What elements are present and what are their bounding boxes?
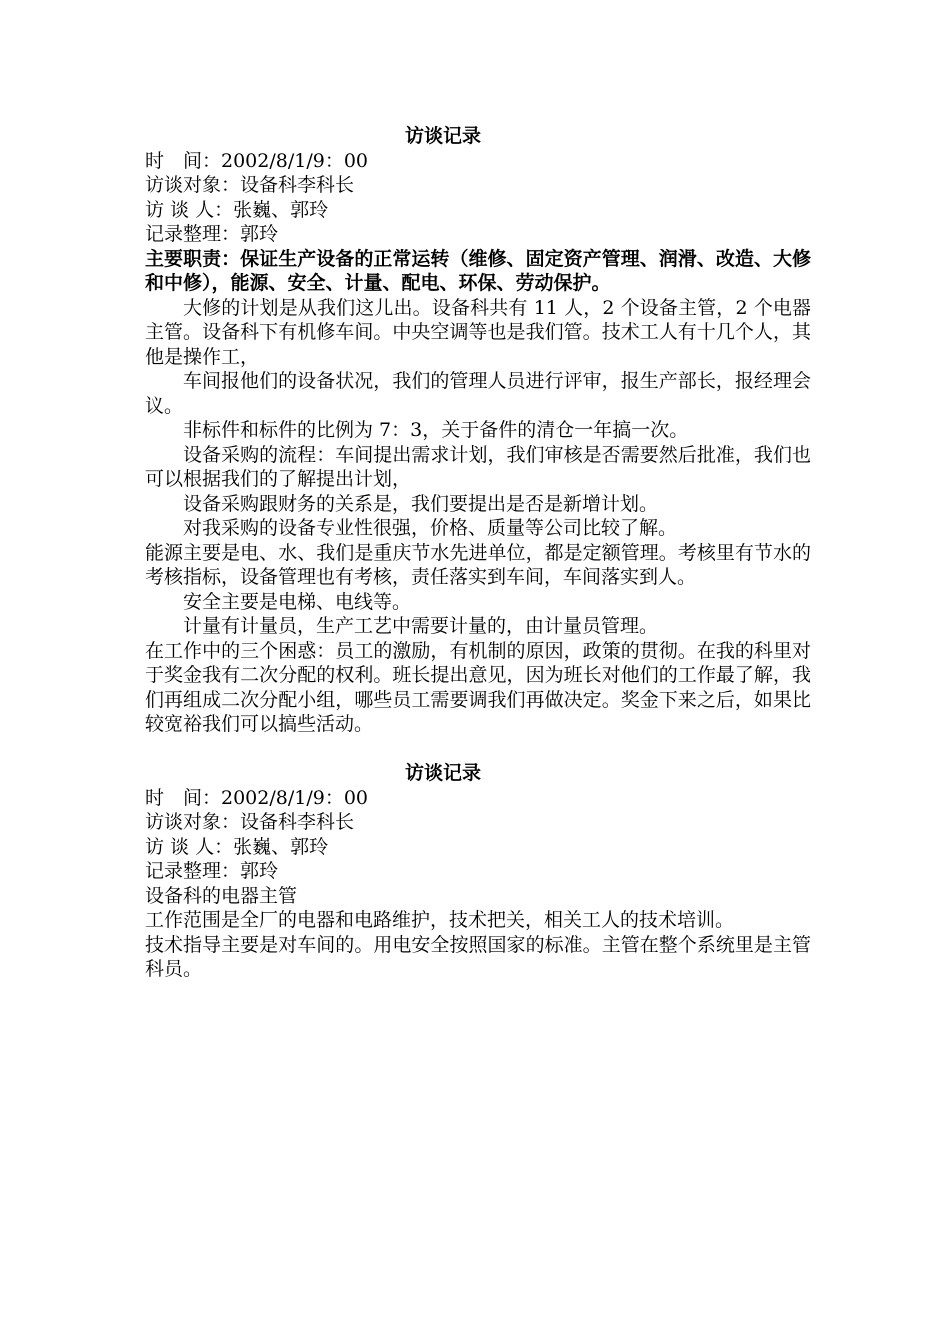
record-1-paragraph: 能源主要是电、水、我们是重庆节水先进单位，都是定额管理。考核里有节水的考核指标，设备管理也有考核，责任落实到车间，车间落实到人。	[145, 541, 811, 588]
record-2-subject: 访谈对象：设备科李科长	[145, 811, 355, 833]
record-2-paragraph: 技术指导主要是对车间的。用电安全按照国家的标准。主管在整个系统里是主管科员。	[145, 933, 811, 980]
record-1-paragraph: 计量有计量员，生产工艺中需要计量的，由计量员管理。	[183, 615, 659, 637]
record-1-time: 时 间：2002/8/1/9：00	[145, 149, 368, 172]
record-1-title: 访谈记录	[404, 125, 481, 147]
record-1-interviewer: 访 谈 人：张巍、郭玲	[145, 198, 329, 221]
record-2-paragraph: 设备科的电器主管	[145, 884, 298, 907]
record-1-paragraph: 对我采购的设备专业性很强，价格、质量等公司比较了解。	[183, 517, 678, 539]
record-2-paragraph: 工作范围是全厂的电器和电路维护，技术把关，相关工人的技术培训。	[145, 909, 735, 931]
section-gap	[145, 737, 811, 762]
record-2-time: 时 间：2002/8/1/9：00	[145, 786, 368, 809]
record-1-subject: 访谈对象：设备科李科长	[145, 174, 355, 196]
record-1-duties: 主要职责：保证生产设备的正常运转（维修、固定资产管理、润滑、改造、大修和中修），能源、安全、计量、配电、环保、劳动保护。	[145, 247, 811, 294]
record-2-interviewer: 访 谈 人：张巍、郭玲	[145, 835, 329, 858]
document-page	[145, 124, 811, 982]
record-1-paragraph: 设备采购跟财务的关系是，我们要提出是否是新增计划。	[183, 492, 659, 515]
record-1-paragraph: 设备采购的流程：车间提出需求计划，我们审核是否需要然后批准，我们也可以根据我们的了解提出计划，	[145, 443, 811, 490]
record-1-paragraph: 非标件和标件的比例为 7：3，关于备件的清仓一年搞一次。	[183, 419, 689, 441]
record-1-paragraph: 大修的计划是从我们这儿出。设备科共有 11 人，2 个设备主管，2 个电器主管。设备科下有机修车间。中央空调等也是我们管。技术工人有十几个人，其他是操作工，	[145, 296, 811, 368]
record-1-recorder: 记录整理：郭玲	[145, 223, 279, 245]
record-2-recorder: 记录整理：郭玲	[145, 860, 279, 882]
record-1-paragraph: 车间报他们的设备状况，我们的管理人员进行评审，报生产部长，报经理会议。	[145, 370, 811, 417]
record-2-title: 访谈记录	[404, 762, 481, 784]
record-1-paragraph: 安全主要是电梯、电线等。	[183, 590, 412, 613]
record-1-paragraph: 在工作中的三个困惑：员工的激励，有机制的原因，政策的贯彻。在我的科里对于奖金我有二次分配的权利。班长提出意见，因为班长对他们的工作最了解，我们再组成二次分配小组，哪些员工需要调我们再做决定。奖金下来之后，如果比较宽裕我们可以搞些活动。	[145, 639, 811, 735]
